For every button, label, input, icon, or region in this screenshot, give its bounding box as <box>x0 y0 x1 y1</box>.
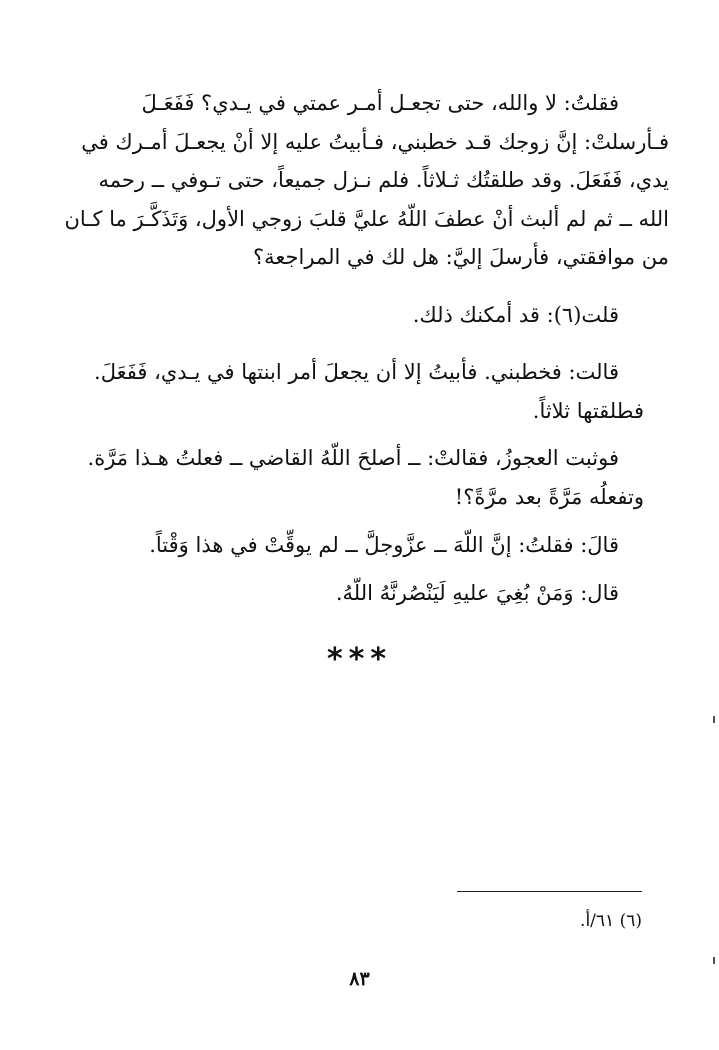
paragraph-5 <box>78 526 644 565</box>
text-line: من موافقتي، فأرسلَ إليَّ: هل لك في المراجعة؟ <box>253 245 669 269</box>
text-line: الله ــ ثم لم ألبث أنْ عطفَ اللّهُ عليَّ قلبَ زوجي الأول، وَتَذَكَّـرَ ما كـان <box>64 206 669 231</box>
page-number: ٨٣ <box>349 968 370 990</box>
text-line: قلت(٦): قد أمكنك ذلك. <box>412 303 619 327</box>
section-separator: *** <box>326 642 393 677</box>
paragraph-6 <box>78 574 644 613</box>
scan-edge-mark <box>713 716 715 723</box>
paragraph-4 <box>78 439 644 516</box>
scan-edge-mark <box>713 957 715 964</box>
paragraph-3 <box>78 353 644 430</box>
paragraph-1 <box>64 84 669 277</box>
text-line: يدي، فَفَعَلَ. وقد طلقتُك ثـلاثاً. فلم نـزل جميعاً، حتى تـوفي ــ رحمه <box>98 168 669 192</box>
paragraph-2 <box>78 296 644 335</box>
text-line: فقلتُ: لا والله، حتى تجعـل أمـر عمتي في يـدي؟ فَفَعَـلَ <box>141 91 619 115</box>
text-line: قالت: فخطبني. فأبيتُ إلا أن يجعلَ أمر ابنتها في يـدي، فَفَعَلَ. <box>94 360 619 384</box>
footnote-divider <box>457 891 642 892</box>
text-line: فـأرسلتْ: إنَّ زوجك قـد خطبني، فـأبيتُ عليه إلا أنْ يجعـلَ أمـرك في <box>81 129 669 154</box>
footnote: (٦) ٦١/أ. <box>580 911 642 931</box>
text-line: وتفعلُه مَرَّةً بعد مرَّةً؟! <box>454 484 644 509</box>
text-line: فطلقتها ثلاثاً. <box>532 398 644 423</box>
text-line: قال: وَمَنْ بُغِيَ عليهِ لَيَنْصُرنَّهُ اللّهُ. <box>335 581 619 605</box>
text-line: قالَ: فقلتُ: إنَّ اللّهَ ــ عزَّوجلَّ ــ لم يوقِّتْ في هذا وَقْتاً. <box>149 533 619 557</box>
text-line: فوثبت العجوزُ، فقالتْ: ــ أصلحَ اللّهُ القاضي ــ فعلتُ هـذا مَرَّة. <box>87 446 619 470</box>
